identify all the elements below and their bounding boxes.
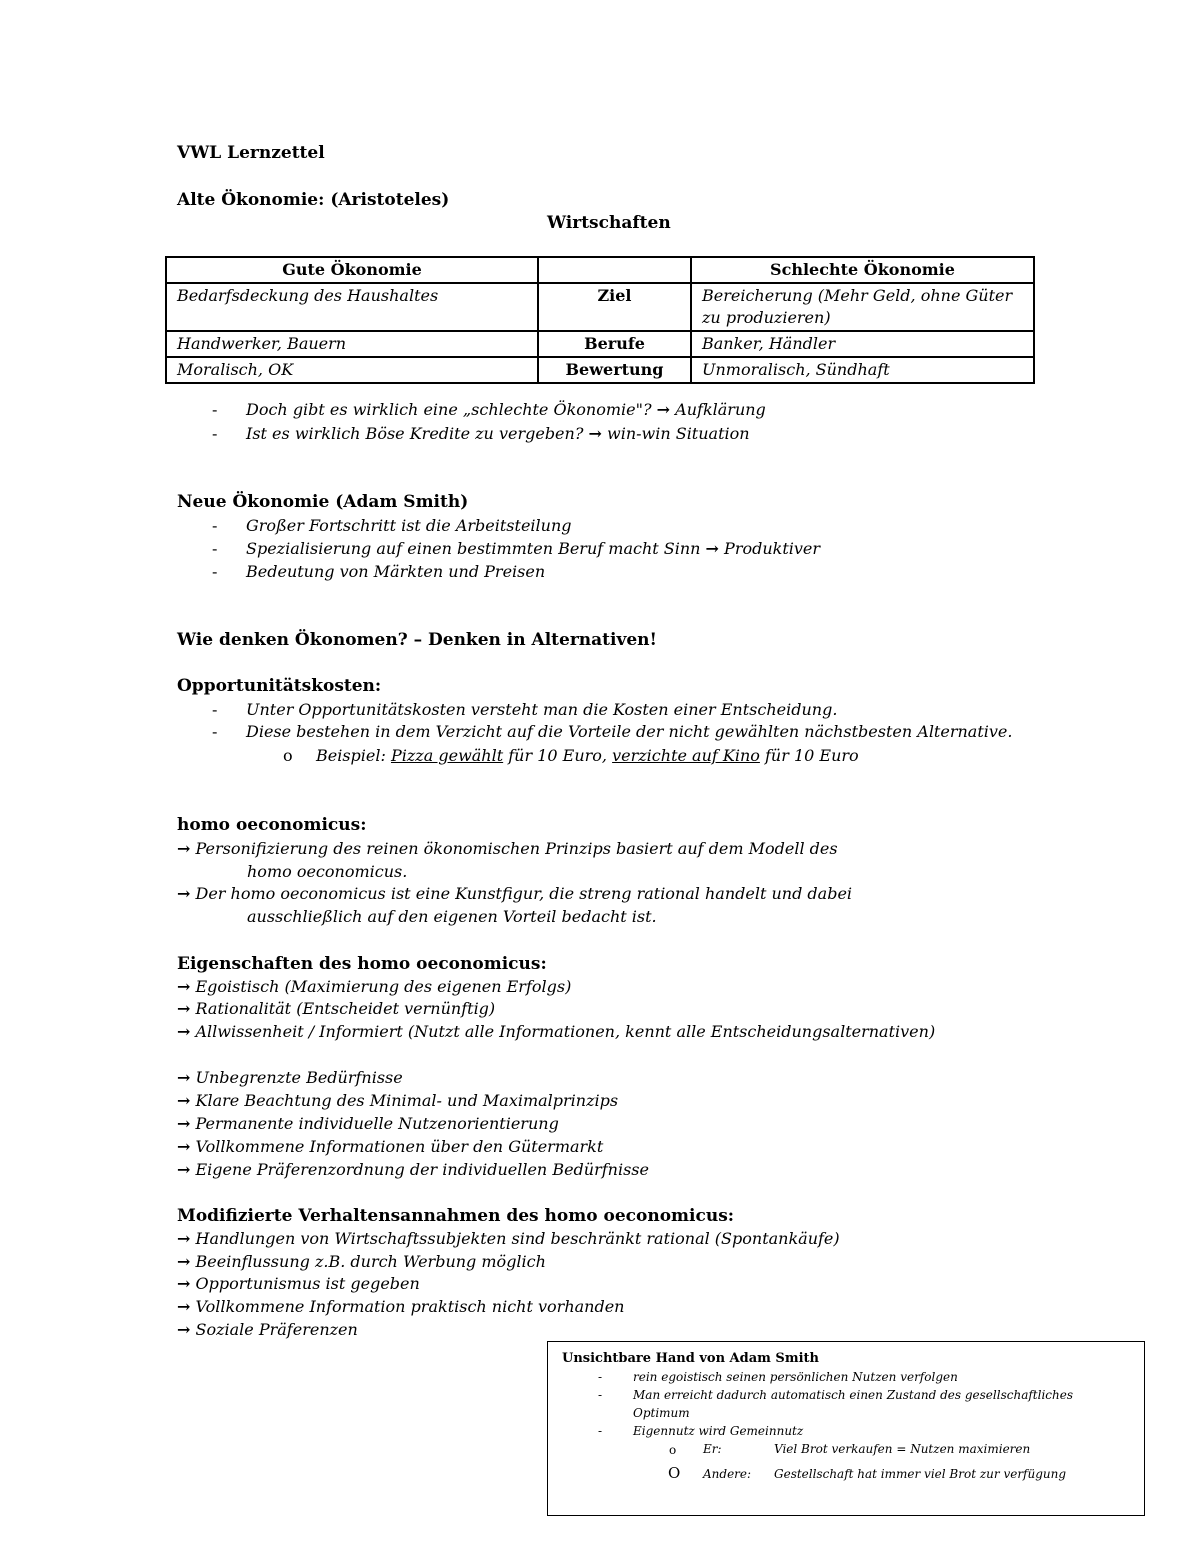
arrow-right-icon: → [177,884,191,903]
arrow-item [177,1114,559,1133]
bullet-dash: - [212,424,218,443]
section-heading-opportunitaetskosten: Opportunitätskosten: [177,676,382,696]
arrow-right-icon: → [177,1252,191,1271]
list-item-text: Rationalität (Entscheidet vernünftig) [195,999,496,1018]
list-item-text: für 10 Euro, [503,746,613,765]
list-item: Großer Fortschritt ist die Arbeitsteilung [246,516,572,535]
box-list-item: Man erreicht dadurch automatisch einen Zustand des gesellschaftliches [633,1388,1073,1402]
arrow-right-icon: → [705,539,719,558]
list-item-text: Personifizierung des reinen ökonomischen Prinzips basiert auf dem Modell des [195,839,838,858]
list-item-text: Ist es wirklich Böse Kredite zu vergeben? [246,424,584,443]
arrow-right-icon: → [588,424,602,443]
list-item: Diese bestehen in dem Verzicht auf die Vorteile der nicht gewählten nächstbesten Alternative. [246,722,1013,741]
list-item-text: Produktiver [724,539,821,558]
table-cell-line: Bereicherung (Mehr Geld, ohne Güter [702,286,1013,305]
arrow-right-icon: → [177,1274,191,1293]
unsichtbare-hand-box [547,1341,1145,1516]
box-sub-text: Gestellschaft hat immer viel Brot zur verfügung [774,1467,1067,1481]
bullet-dash: - [212,400,218,419]
list-item-text: Vollkommene Informationen über den Gütermarkt [195,1137,604,1156]
arrow-item [177,1229,840,1248]
list-item-text: Beispiel: [316,746,391,765]
bullet-dash: - [212,722,218,741]
arrow-right-icon: → [177,1297,191,1316]
table-cell: Moralisch, OK [166,357,538,383]
arrow-right-icon: → [177,1229,191,1248]
arrow-item-continuation: ausschließlich auf den eigenen Vorteil bedacht ist. [247,907,657,926]
arrow-item [177,839,838,858]
table-row [166,357,1034,383]
list-item-text: Klare Beachtung des Minimal- und Maximalprinzips [195,1091,619,1110]
list-item-text: Beeinflussung z.B. durch Werbung möglich [195,1252,546,1271]
box-list-item: Eigennutz wird Gemeinnutz [633,1424,804,1438]
arrow-item [177,977,571,996]
sub-bullet-circle-icon: o [669,1443,677,1457]
list-item [246,539,820,558]
bullet-dash: - [212,700,218,719]
arrow-item [177,1297,624,1316]
arrow-right-icon: → [177,999,191,1018]
arrow-right-icon: → [177,1022,191,1041]
list-item-text: Permanente individuelle Nutzenorientierung [195,1114,559,1133]
list-item-text: Spezialisierung auf einen bestimmten Beruf macht Sinn [246,539,701,558]
sub-bullet-circle-icon: O [668,1464,681,1482]
table-cell: Banker, Händler [691,331,1034,357]
list-item-text: Vollkommene Information praktisch nicht vorhanden [195,1297,625,1316]
section-heading-homo-oeconomicus: homo oeconomicus: [177,815,367,835]
box-title: Unsichtbare Hand von Adam Smith [562,1351,819,1366]
box-sub-label: Er: [703,1442,722,1456]
bullet-dash: - [598,1370,603,1384]
table-header-cell: Gute Ökonomie [166,257,538,283]
section-heading-neue-oekonomie: Neue Ökonomie (Adam Smith) [177,492,469,512]
list-item [246,424,750,443]
arrow-right-icon: → [177,1068,191,1087]
arrow-right-icon: → [177,1114,191,1133]
arrow-item [177,1320,358,1339]
list-item: Bedeutung von Märkten und Preisen [246,562,546,581]
arrow-item [177,1160,649,1179]
sub-list-item [316,746,859,765]
section-heading-alte-oekonomie: Alte Ökonomie: (Aristoteles) [177,190,450,210]
table-cell: Ziel [538,283,691,331]
table-header-cell [538,257,691,283]
section-heading-modifizierte: Modifizierte Verhaltensannahmen des homo oeconomicus: [177,1206,735,1226]
sub-bullet-marker: o [283,746,293,765]
list-item-text: Der homo oeconomicus ist eine Kunstfigur, die streng rational handelt und dabei [195,884,853,903]
arrow-item [177,884,852,903]
table-header-cell: Schlechte Ökonomie [691,257,1034,283]
list-item-text: Doch gibt es wirklich eine „schlechte Ökonomie"? [246,400,652,419]
list-item-text: Unbegrenzte Bedürfnisse [195,1068,403,1087]
table-cell: Handwerker, Bauern [166,331,538,357]
list-item-text: Allwissenheit / Informiert (Nutzt alle Informationen, kennt alle Entscheidungsalternativen) [195,1022,936,1041]
arrow-right-icon: → [177,1320,191,1339]
bullet-dash: - [212,539,218,558]
arrow-right-icon: → [656,400,671,419]
table-row [166,331,1034,357]
table-cell: Bedarfsdeckung des Haushaltes [166,283,538,331]
oekonomie-table [165,256,1035,384]
table-cell: Bewertung [538,357,691,383]
section-heading-denken: Wie denken Ökonomen? – Denken in Alternativen! [177,630,658,650]
table-cell: Berufe [538,331,691,357]
section-heading-eigenschaften: Eigenschaften des homo oeconomicus: [177,954,547,974]
table-cell: Unmoralisch, Sündhaft [691,357,1034,383]
table-caption: Wirtschaften [547,213,671,233]
arrow-right-icon: → [177,1160,191,1179]
table-cell [691,283,1034,331]
underlined-text: verzichte auf Kino [612,746,760,765]
arrow-item [177,999,495,1018]
arrow-item-continuation: homo oeconomicus. [247,862,408,881]
bullet-dash: - [212,562,218,581]
list-item-text: Opportunismus ist gegeben [195,1274,420,1293]
arrow-item [177,1274,420,1293]
box-sub-label: Andere: [703,1467,752,1481]
box-list-item: rein egoistisch seinen persönlichen Nutzen verfolgen [633,1370,958,1384]
list-item-text: win-win Situation [607,424,750,443]
list-item-text: Eigene Präferenzordnung der individuellen Bedürfnisse [195,1160,649,1179]
arrow-item [177,1068,403,1087]
table-cell-line: zu produzieren) [702,308,831,327]
arrow-item [177,1091,618,1110]
arrow-right-icon: → [177,977,191,996]
list-item-text: Aufklärung [675,400,766,419]
underlined-text: Pizza gewählt [390,746,504,765]
arrow-right-icon: → [177,1137,191,1156]
bullet-dash: - [598,1424,603,1438]
bullet-dash: - [598,1388,603,1402]
arrow-right-icon: → [177,839,191,858]
arrow-item [177,1022,935,1041]
bullet-dash: - [212,516,218,535]
list-item-text: Soziale Präferenzen [195,1320,358,1339]
table-row [166,283,1034,331]
arrow-item [177,1252,546,1271]
list-item-text: für 10 Euro [759,746,859,765]
list-item: Unter Opportunitätskosten versteht man die Kosten einer Entscheidung. [246,700,838,719]
table-header-row [166,257,1034,283]
list-item-text: Handlungen von Wirtschaftssubjekten sind beschränkt rational (Spontankäufe) [195,1229,840,1248]
document-title: VWL Lernzettel [177,143,325,163]
list-item [246,400,766,419]
box-list-item-continuation: Optimum [633,1406,690,1420]
arrow-right-icon: → [177,1091,191,1110]
arrow-item [177,1137,603,1156]
list-item-text: Egoistisch (Maximierung des eigenen Erfolgs) [195,977,572,996]
box-sub-text: Viel Brot verkaufen = Nutzen maximieren [774,1442,1031,1456]
